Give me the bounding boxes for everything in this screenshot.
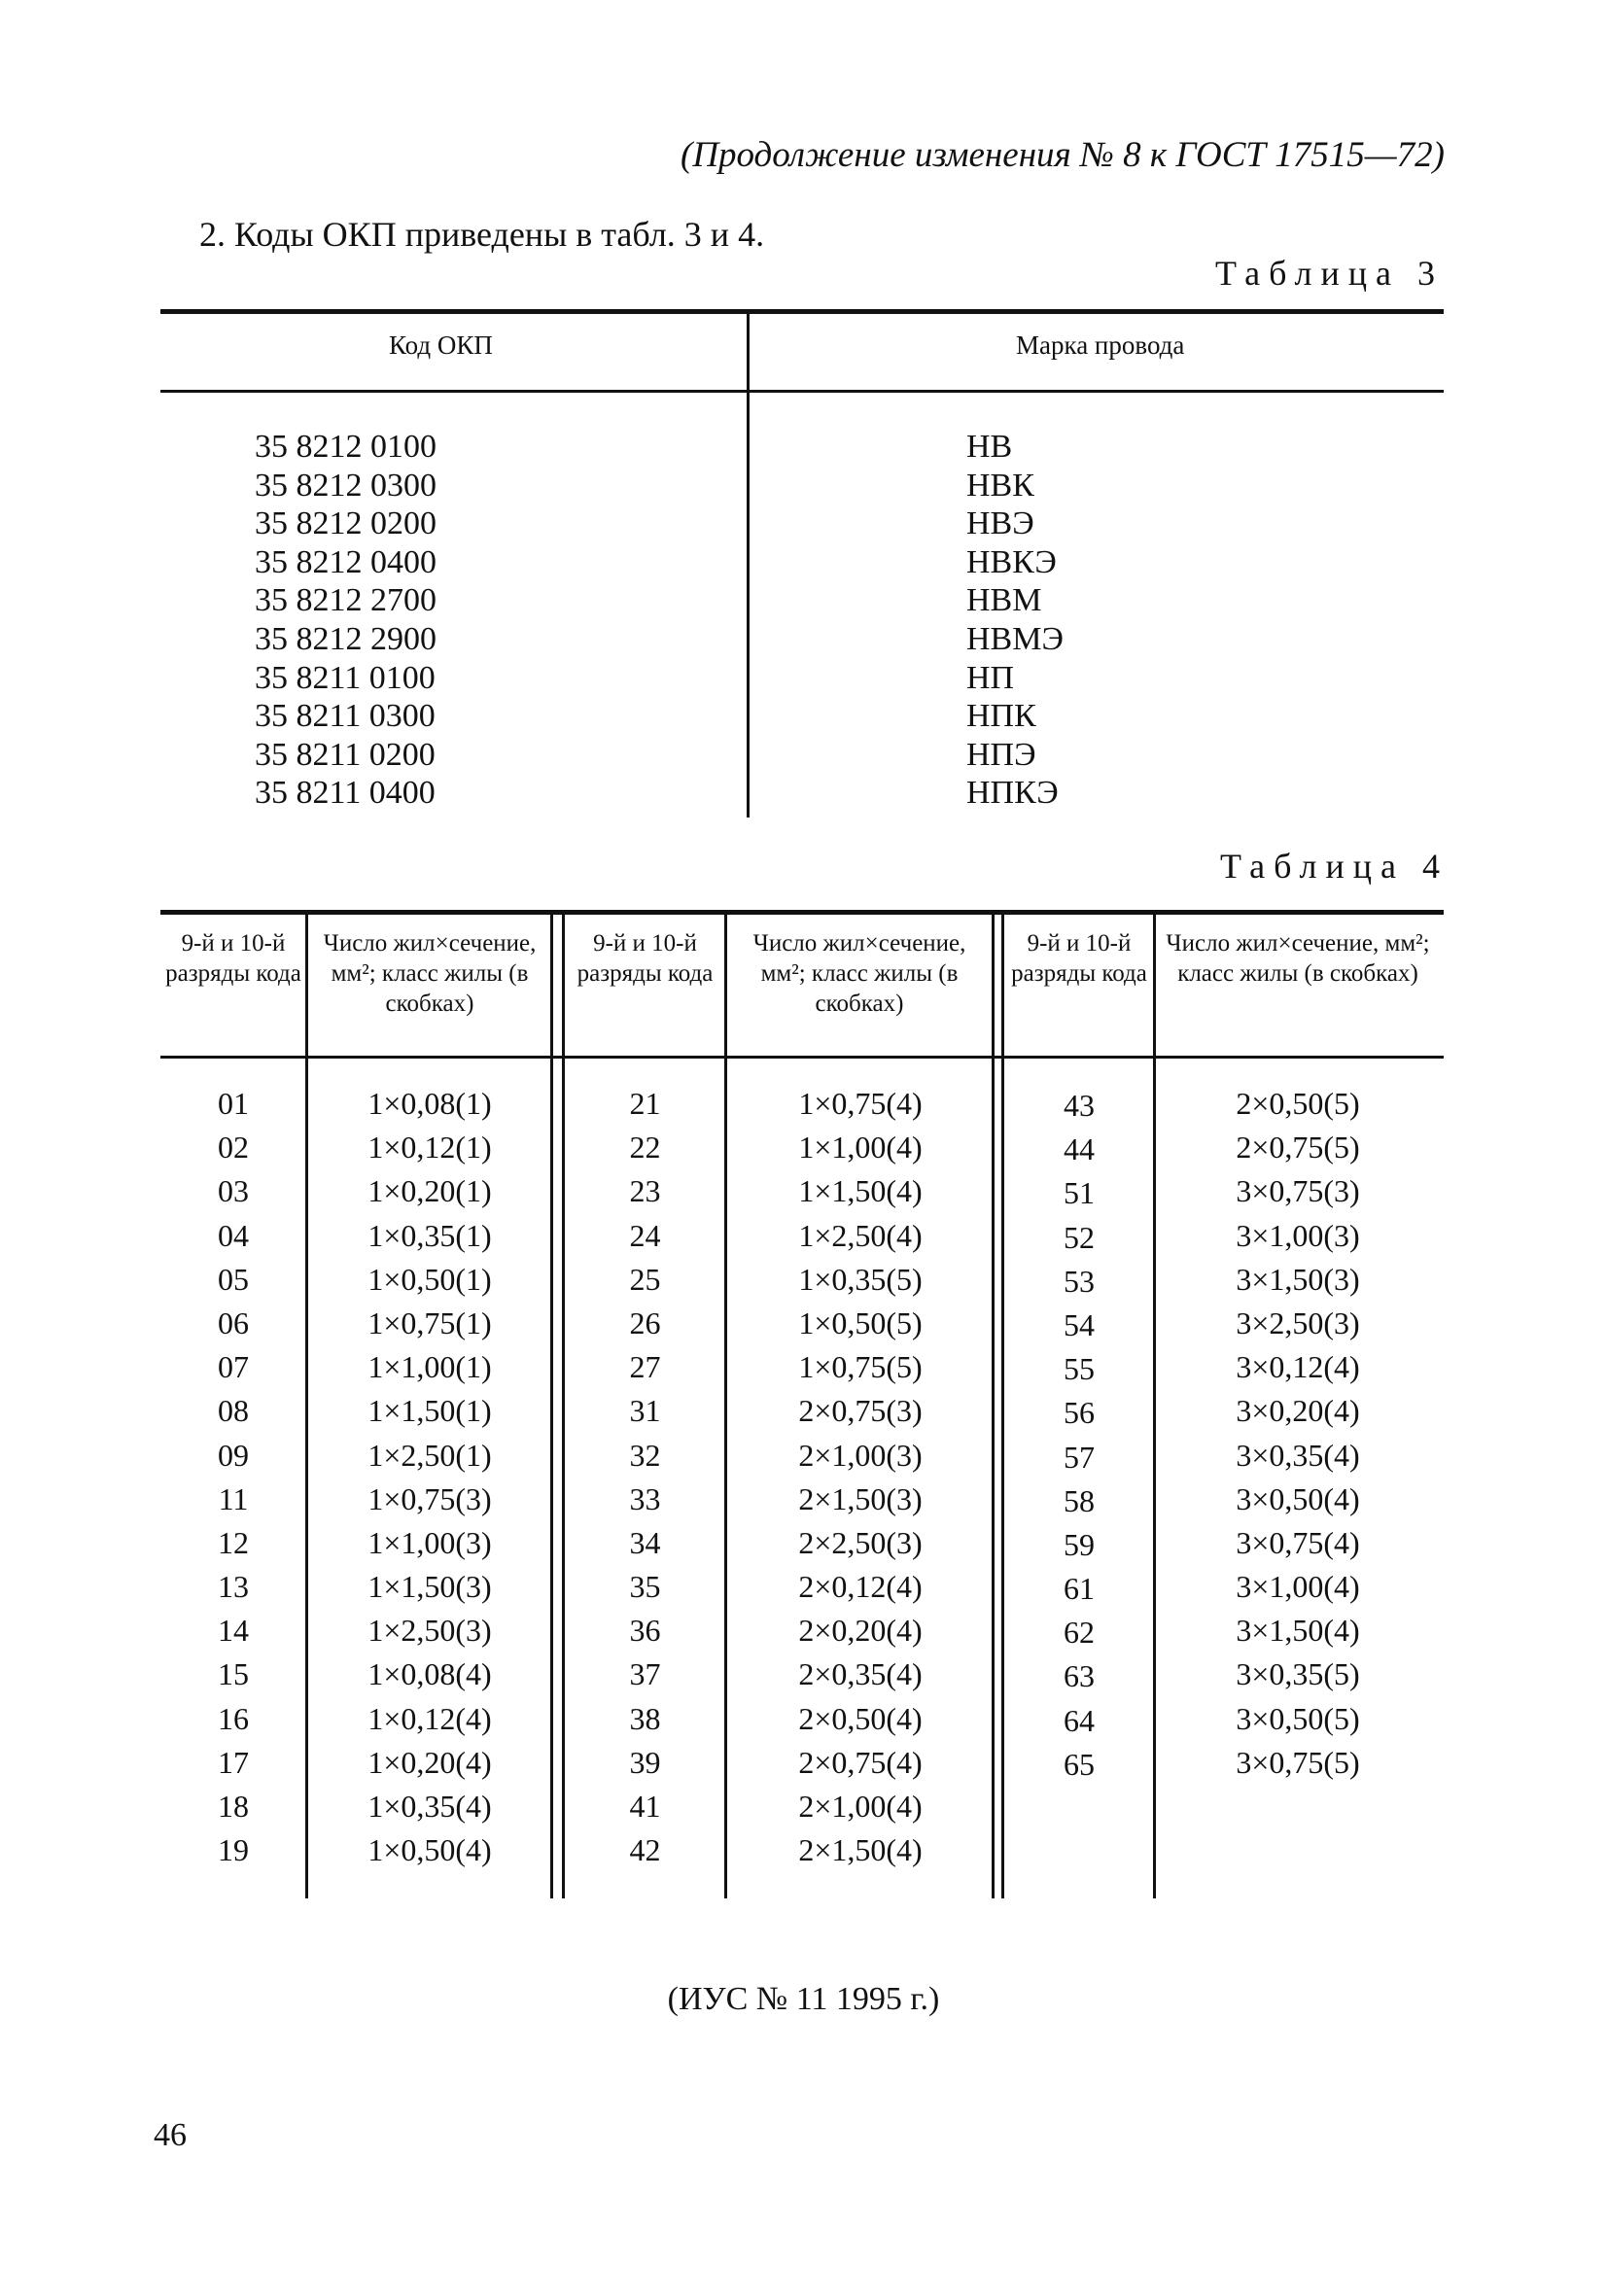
section-cell: 1×2,50(3) [367,1613,492,1649]
code-cell: 31 [629,1393,661,1429]
section-cell: 3×0,75(4) [1236,1524,1360,1560]
okp-code: 35 8211 0200 [255,736,436,773]
wire-mark: НВКЭ [966,543,1057,580]
table3-header-mark: Марка провода [1016,330,1185,360]
section-cell: 2×0,50(5) [1236,1086,1360,1121]
section-cell: 3×0,12(4) [1236,1349,1360,1385]
code-cell: 44 [1064,1131,1095,1167]
code-cell: 18 [218,1789,249,1824]
code-cell: 39 [629,1744,661,1780]
footer-reference: (ИУС № 11 1995 г.) [667,1981,940,2017]
section-cell: 1×2,50(1) [367,1437,492,1473]
code-cell: 33 [629,1480,661,1516]
code-cell: 07 [218,1349,249,1385]
wire-mark: НПЭ [966,736,1036,773]
okp-code: 35 8212 2700 [255,582,437,619]
code-cell: 38 [629,1700,661,1736]
table4-top-rule [160,910,1444,915]
code-cell: 26 [629,1305,661,1340]
table3-header-rule [160,390,1444,393]
code-cell: 58 [1064,1482,1095,1518]
section-cell: 1×0,75(5) [798,1349,923,1385]
code-cell: 11 [218,1480,249,1516]
section-cell: 3×2,50(3) [1236,1305,1360,1340]
page-number: 46 [154,2117,187,2153]
section-cell: 1×1,50(3) [367,1569,492,1605]
continuation-note: (Продолжение изменения № 8 к ГОСТ 17515—72) [681,135,1445,175]
section-cell: 1×1,00(3) [367,1524,492,1560]
table4-header-code-2: 9-й и 10-й разряды кода [576,930,714,987]
code-cell: 15 [218,1656,249,1692]
section-cell: 1×0,35(4) [367,1789,492,1824]
table3-mark-list [966,428,1161,813]
code-cell: 08 [218,1393,249,1429]
section-cell: 1×0,20(1) [367,1173,492,1209]
table4-header-code-3: 9-й и 10-й разряды кода [1011,930,1147,987]
code-cell: 27 [629,1349,661,1385]
table4-divider [1001,915,1004,1898]
section-cell: 2×1,00(4) [798,1789,923,1824]
table4-values-col2 [729,1082,992,1872]
section-cell: 1×0,08(1) [367,1086,492,1121]
table4-codes-col1 [160,1082,306,1872]
code-cell: 21 [629,1086,661,1121]
table4-header-section-1: Число жил×сечение, мм²; класс жилы (в скобках) [323,930,537,1017]
section-cell: 3×1,00(3) [1236,1217,1360,1253]
section-cell: 3×1,00(4) [1236,1569,1360,1605]
code-cell: 52 [1064,1219,1095,1255]
code-cell: 23 [629,1173,661,1209]
intro-paragraph: 2. Коды ОКП приведены в табл. 3 и 4. [199,215,765,254]
code-cell: 16 [218,1700,249,1736]
wire-mark: НВ [966,429,1013,465]
code-cell: 09 [218,1437,249,1473]
table3-code-list [255,428,546,813]
code-cell: 59 [1064,1526,1095,1562]
code-cell: 57 [1064,1439,1095,1475]
code-cell: 25 [629,1261,661,1297]
okp-code: 35 8212 0400 [255,543,437,580]
table3-column-divider [747,314,750,818]
code-cell: 65 [1064,1746,1095,1782]
section-cell: 2×1,50(4) [798,1832,923,1868]
code-cell: 41 [629,1789,661,1824]
code-cell: 56 [1064,1395,1095,1431]
table4-codes-col2 [566,1082,724,1872]
okp-code: 35 8211 0400 [255,775,436,812]
table4-codes-col3 [1005,1084,1153,1787]
wire-mark: НПК [966,698,1036,735]
code-cell: 17 [218,1744,249,1780]
code-cell: 19 [218,1832,249,1868]
code-cell: 22 [629,1130,661,1165]
code-cell: 62 [1064,1615,1095,1651]
okp-code: 35 8212 0200 [255,505,437,542]
table4-divider [562,915,565,1898]
table3-header-code: Код ОКП [389,330,493,360]
section-cell: 2×0,50(4) [798,1700,923,1736]
table4-divider [550,915,553,1898]
section-cell: 2×1,00(3) [798,1437,923,1473]
code-cell: 02 [218,1130,249,1165]
code-cell: 42 [629,1832,661,1868]
section-cell: 3×0,75(3) [1236,1173,1360,1209]
okp-code: 35 8212 0100 [255,429,437,465]
wire-mark: НВМ [966,582,1042,619]
wire-mark: НВК [966,467,1034,504]
table4-values-col1 [309,1082,550,1872]
code-cell: 06 [218,1305,249,1340]
section-cell: 3×1,50(4) [1236,1613,1360,1649]
code-cell: 24 [629,1217,661,1253]
table3-top-rule [160,309,1444,314]
wire-mark: НВЭ [966,505,1034,542]
code-cell: 37 [629,1656,661,1692]
section-cell: 1×1,00(4) [798,1130,923,1165]
section-cell: 3×0,50(4) [1236,1480,1360,1516]
section-cell: 2×1,50(3) [798,1480,923,1516]
code-cell: 55 [1064,1351,1095,1387]
section-cell: 3×0,75(5) [1236,1744,1360,1780]
code-cell: 43 [1064,1088,1095,1123]
section-cell: 3×0,35(5) [1236,1656,1360,1692]
section-cell: 2×0,75(3) [798,1393,923,1429]
section-cell: 1×2,50(4) [798,1217,923,1253]
section-cell: 2×0,12(4) [798,1569,923,1605]
table4-divider [1153,915,1156,1898]
code-cell: 12 [218,1524,249,1560]
section-cell: 1×1,00(1) [367,1349,492,1385]
table4-header-section-3: Число жил×сечение, мм²; класс жилы (в скобках) [1166,930,1430,987]
table4-header-rule [160,1056,1444,1059]
table4-values-col3 [1157,1082,1439,1785]
code-cell: 63 [1064,1658,1095,1694]
section-cell: 1×0,75(4) [798,1086,923,1121]
section-cell: 3×0,50(5) [1236,1700,1360,1736]
table3-caption: Таблица 3 [1215,254,1444,293]
code-cell: 14 [218,1613,249,1649]
section-cell: 1×0,35(1) [367,1217,492,1253]
section-cell: 1×1,50(4) [798,1173,923,1209]
section-cell: 1×1,50(1) [367,1393,492,1429]
code-cell: 32 [629,1437,661,1473]
table4-divider [724,915,727,1898]
section-cell: 1×0,35(5) [798,1261,923,1297]
okp-code: 35 8212 2900 [255,620,437,657]
wire-mark: НПКЭ [966,775,1059,812]
wire-mark: НП [966,659,1015,696]
section-cell: 3×0,20(4) [1236,1393,1360,1429]
section-cell: 1×0,50(4) [367,1832,492,1868]
section-cell: 1×0,75(3) [367,1480,492,1516]
code-cell: 64 [1064,1702,1095,1738]
code-cell: 05 [218,1261,249,1297]
section-cell: 1×0,08(4) [367,1656,492,1692]
code-cell: 53 [1064,1263,1095,1299]
table4-caption: Таблица 4 [1220,847,1449,886]
code-cell: 54 [1064,1306,1095,1342]
code-cell: 01 [218,1086,249,1121]
code-cell: 13 [218,1569,249,1605]
section-cell: 1×0,12(1) [367,1130,492,1165]
section-cell: 1×0,50(5) [798,1305,923,1340]
okp-code: 35 8211 0300 [255,698,436,735]
section-cell: 2×0,75(5) [1236,1130,1360,1165]
table4-header-section-2: Число жил×сечение, мм²; класс жилы (в скобках) [752,930,966,1017]
wire-mark: НВМЭ [966,620,1064,657]
code-cell: 61 [1064,1571,1095,1607]
table4-divider [992,915,995,1898]
section-cell: 2×0,75(4) [798,1744,923,1780]
section-cell: 1×0,75(1) [367,1305,492,1340]
code-cell: 35 [629,1569,661,1605]
okp-code: 35 8212 0300 [255,467,437,504]
section-cell: 1×0,12(4) [367,1700,492,1736]
code-cell: 36 [629,1613,661,1649]
code-cell: 03 [218,1173,249,1209]
section-cell: 2×0,35(4) [798,1656,923,1692]
code-cell: 04 [218,1217,249,1253]
code-cell: 51 [1064,1175,1095,1211]
table4-header-code-1: 9-й и 10-й разряды кода [165,930,301,987]
section-cell: 3×1,50(3) [1236,1261,1360,1297]
section-cell: 3×0,35(4) [1236,1437,1360,1473]
section-cell: 2×0,20(4) [798,1613,923,1649]
okp-code: 35 8211 0100 [255,659,436,696]
section-cell: 1×0,20(4) [367,1744,492,1780]
section-cell: 1×0,50(1) [367,1261,492,1297]
code-cell: 34 [629,1524,661,1560]
section-cell: 2×2,50(3) [798,1524,923,1560]
